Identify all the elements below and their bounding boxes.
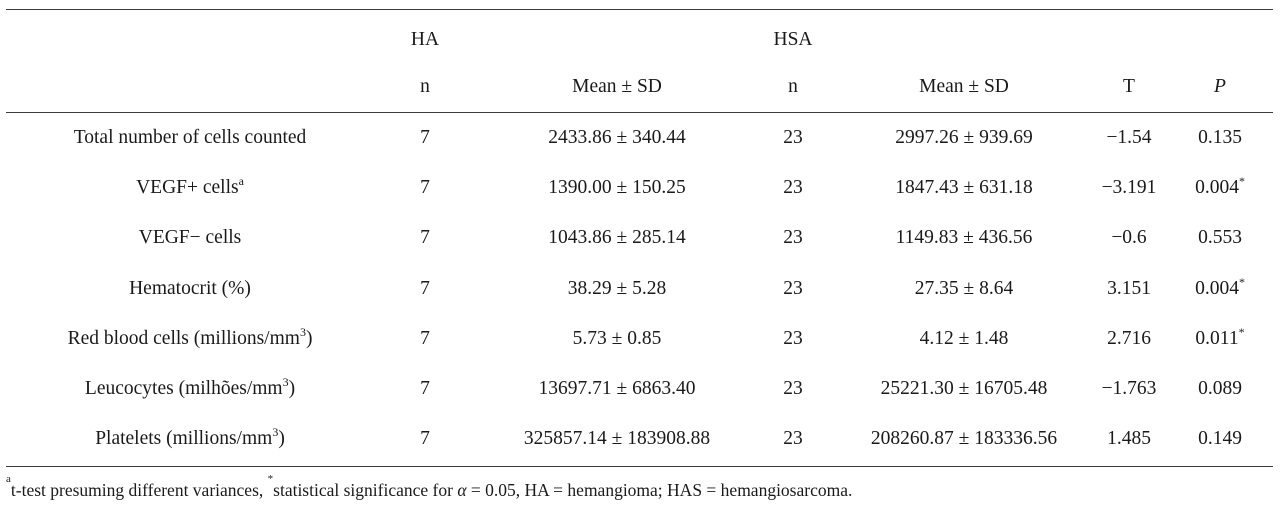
cell-ha-mean [568, 277, 666, 301]
col-header-ha-mean: Mean ± SD [572, 76, 662, 97]
table-footnote [6, 473, 853, 501]
cell-ha-n [420, 277, 430, 301]
cell-ha-n-text: 7 [420, 177, 430, 198]
row-label-text: VEGF+ cells [136, 177, 239, 198]
cell-hsa-n [783, 126, 803, 150]
cell-hsa-mean [895, 176, 1032, 200]
cell-hsa-n [783, 226, 803, 250]
row-label-text: Total number of cells counted [73, 127, 307, 148]
row-label [129, 277, 251, 301]
cell-ha-n [420, 427, 430, 451]
cell-hsa-n-text: 23 [783, 177, 803, 198]
cell-hsa-n-text: 23 [783, 428, 803, 449]
cell-ha-mean [548, 126, 685, 150]
cell-t [1111, 226, 1146, 250]
cell-t [1102, 176, 1157, 200]
col-header-ha-n: n [420, 76, 430, 97]
cell-p [1198, 126, 1242, 150]
cell-p [1195, 176, 1245, 200]
cell-ha-n-text: 7 [420, 328, 430, 349]
cell-hsa-mean [915, 277, 1013, 301]
cell-p-text: 0.089 [1198, 378, 1242, 399]
row-label-text: Platelets (millions/mm [95, 428, 273, 449]
cell-ha-n [420, 176, 430, 200]
row-label [68, 327, 313, 351]
cell-ha-n-text: 7 [420, 227, 430, 248]
footnote-marker-star: * [267, 473, 274, 486]
cell-t [1107, 427, 1151, 451]
cell-hsa-mean [881, 377, 1048, 401]
cell-hsa-n-text: 23 [783, 378, 803, 399]
cell-p-text: 0.135 [1198, 127, 1242, 148]
cell-p-text: 0.553 [1198, 227, 1242, 248]
cell-hsa-n-text: 23 [783, 227, 803, 248]
row-label-superscript: 3 [299, 325, 306, 339]
header-divider-rule [6, 112, 1273, 113]
cell-t-text: −0.6 [1111, 227, 1147, 248]
cell-hsa-mean-text: 208260.87 ± 183336.56 [870, 428, 1058, 449]
cell-ha-n [420, 226, 430, 250]
cell-ha-n-text: 7 [420, 378, 430, 399]
cell-hsa-n-text: 23 [783, 127, 803, 148]
row-label-tail: ) [305, 328, 313, 349]
cell-ha-n-text: 7 [420, 127, 430, 148]
cell-p [1198, 226, 1242, 250]
cell-p-text: 0.149 [1198, 428, 1242, 449]
cell-p-text: 0.011 [1195, 328, 1239, 349]
cell-hsa-n [783, 277, 803, 301]
row-label-text: VEGF− cells [138, 227, 242, 248]
footnote-alpha: α [457, 480, 467, 500]
row-label [136, 176, 244, 200]
row-label [95, 427, 285, 451]
cell-p [1198, 427, 1242, 451]
cell-p-text: 0.004 [1195, 278, 1239, 299]
row-label [74, 126, 307, 150]
cell-ha-mean [539, 377, 696, 401]
cell-t-text: −1.763 [1101, 378, 1157, 399]
row-label-tail: ) [288, 378, 296, 399]
cell-hsa-mean [920, 327, 1009, 351]
cell-hsa-mean-text: 2997.26 ± 939.69 [895, 127, 1033, 148]
cell-p-text: 0.004 [1195, 177, 1239, 198]
cell-ha-n-text: 7 [420, 278, 430, 299]
row-label [85, 377, 295, 401]
col-header-t: T [1123, 76, 1135, 97]
col-header-hsa-mean: Mean ± SD [919, 76, 1009, 97]
cell-t [1107, 277, 1151, 301]
cell-hsa-n [783, 427, 803, 451]
cell-hsa-n [783, 377, 803, 401]
cell-ha-mean-text: 325857.14 ± 183908.88 [523, 428, 711, 449]
cell-t-text: −3.191 [1101, 177, 1157, 198]
cell-p [1195, 327, 1244, 351]
footnote-text-3: = 0.05, HA = hemangioma; HAS = hemangiosarcoma. [466, 480, 853, 500]
cell-t-text: 1.485 [1107, 428, 1151, 449]
cell-t-text: 2.716 [1107, 328, 1151, 349]
group-header-ha: HA [410, 29, 440, 50]
row-label-superscript: 3 [272, 425, 279, 439]
cell-p [1198, 377, 1242, 401]
cell-hsa-mean [895, 126, 1032, 150]
cell-ha-mean-text: 1043.86 ± 285.14 [548, 227, 686, 248]
cell-hsa-mean [896, 226, 1033, 250]
cell-ha-mean-text: 1390.00 ± 150.25 [548, 177, 686, 198]
cell-hsa-mean-text: 27.35 ± 8.64 [914, 278, 1014, 299]
row-label-superscript: a [238, 174, 244, 188]
cell-hsa-n [783, 176, 803, 200]
col-header-hsa-n: n [788, 76, 798, 97]
row-label-text: Red blood cells (millions/mm [67, 328, 300, 349]
cell-ha-mean [573, 327, 662, 351]
row-label-text: Leucocytes (milhões/mm [84, 378, 283, 399]
cell-hsa-n-text: 23 [783, 328, 803, 349]
cell-t-text: 3.151 [1107, 278, 1151, 299]
footnote-text-2: statistical significance for [273, 480, 458, 500]
cell-t [1102, 377, 1157, 401]
cell-ha-mean [524, 427, 710, 451]
significance-marker: * [1238, 174, 1245, 188]
cell-hsa-mean-text: 4.12 ± 1.48 [919, 328, 1009, 349]
cell-ha-n [420, 377, 430, 401]
row-label [139, 226, 242, 250]
cell-hsa-n [783, 327, 803, 351]
row-label-tail: ) [278, 428, 285, 449]
cell-ha-mean-text: 2433.86 ± 340.44 [548, 127, 686, 148]
col-header-p: P [1214, 76, 1226, 97]
row-label-superscript: 3 [282, 375, 289, 389]
cell-ha-n-text: 7 [420, 428, 430, 449]
group-header-hsa: HSA [773, 29, 813, 50]
significance-marker: * [1238, 325, 1245, 339]
cell-p [1195, 277, 1245, 301]
cell-ha-mean-text: 13697.71 ± 6863.40 [538, 378, 696, 399]
cell-hsa-mean-text: 1149.83 ± 436.56 [895, 227, 1033, 248]
cell-ha-mean [548, 226, 685, 250]
cell-ha-mean [548, 176, 685, 200]
footnote-text-1: t-test presuming different variances, [10, 480, 268, 500]
cell-ha-n [420, 327, 430, 351]
cell-ha-mean-text: 38.29 ± 5.28 [567, 278, 667, 299]
cell-t [1107, 327, 1151, 351]
cell-t-text: −1.54 [1106, 127, 1152, 148]
significance-marker: * [1238, 275, 1245, 289]
cell-hsa-mean-text: 25221.30 ± 16705.48 [880, 378, 1048, 399]
cell-hsa-n-text: 23 [783, 278, 803, 299]
cell-ha-mean-text: 5.73 ± 0.85 [572, 328, 662, 349]
cell-hsa-mean [871, 427, 1057, 451]
cell-t [1106, 126, 1151, 150]
footnote-marker-a: a [6, 473, 11, 486]
row-label-text: Hematocrit (%) [129, 278, 251, 299]
cell-ha-n [420, 126, 430, 150]
table-bottom-rule [6, 466, 1273, 467]
cell-hsa-mean-text: 1847.43 ± 631.18 [895, 177, 1033, 198]
table-top-rule [6, 9, 1273, 10]
